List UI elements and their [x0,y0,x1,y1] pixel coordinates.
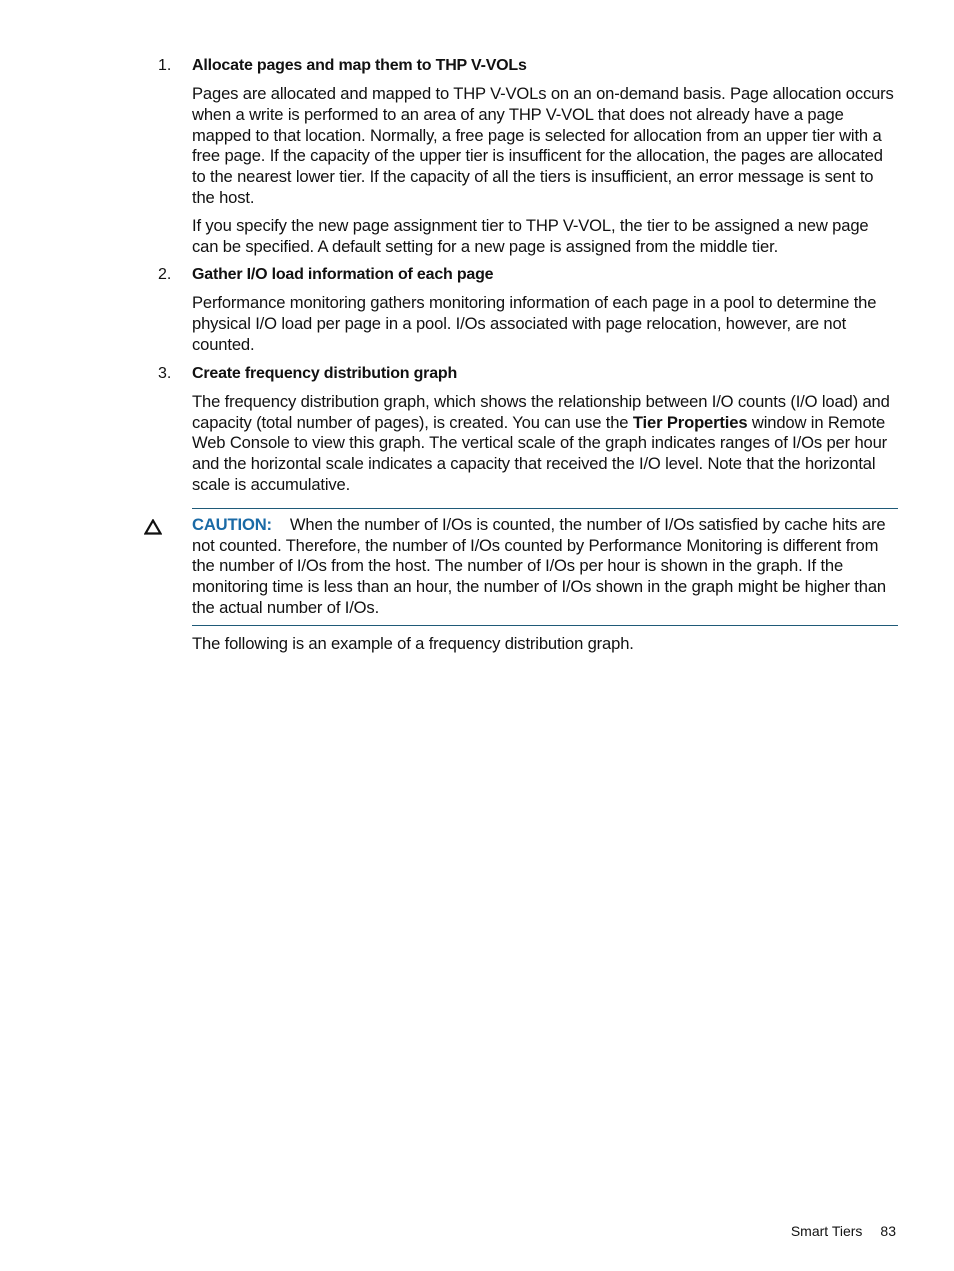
step-title: Create frequency distribution graph [192,364,458,382]
step-number: 1. [158,57,172,74]
caution-label: CAUTION: [192,514,272,534]
step-3 [158,364,898,496]
closing-paragraph: The following is an example of a frequency distribution graph. [192,633,634,653]
page-number: 83 [880,1223,896,1239]
warning-triangle-icon [144,519,162,535]
step-paragraph: Pages are allocated and mapped to THP V-VOLs on an on-demand basis. Page allocation occurs when a write is performed to an area of any THP V-VOL that does not already have a page mapped to that location. Normally, a free page is selected for allocation from an upper tier with a free page. If the capacity of the upper tier is insufficent for the allocation, the pages are allocated to the nearest lower tier. If the capacity of all the tiers is insufficient, an error message is sent to the host. [192,84,894,207]
content-body [158,56,898,662]
caution-text-block [192,515,898,619]
page-footer [791,1222,896,1240]
caution-note [192,508,898,626]
step-paragraph: If you specify the new page assignment tier to THP V-VOL, the tier to be assigned a new page can be specified. A default setting for a new page is assigned from the middle tier. [192,215,869,256]
footer-section-title: Smart Tiers [790,1223,863,1239]
step-paragraph: Performance monitoring gathers monitoring information of each page in a pool to determine the physical I/O load per page in a pool. I/Os associated with page relocation, however, are not counted. [192,293,877,354]
caution-text: When the number of I/Os is counted, the number of I/Os satisfied by cache hits are not counted. Therefore, the number of I/Os counted by Performance Monitoring is different from the number of I/Os from the host. The number of I/Os per hour is shown in the graph. If the monitoring time is less than an hour, the number of I/Os shown in the graph might be higher than the actual number of I/Os. [192,514,887,617]
paragraph-text: The frequency distribution graph, which shows the relationship between I/O counts (I/O load) and capacity (total number of pages), is created. You can use the [192,391,890,432]
paragraph-text: window in Remote Web Console to view this graph. The vertical scale of the graph indicates ranges of I/Os per hour and the horizontal scale indicates a capacity that received the I/O level. Note that the horizontal scale is accumulative. [192,412,888,494]
tier-properties-term: Tier Properties [632,412,748,432]
step-1 [158,56,898,257]
step-title: Allocate pages and map them to THP V-VOLs [192,57,527,74]
step-paragraph [192,392,898,496]
step-number: 2. [158,266,172,284]
step-number: 3. [158,364,172,382]
step-title: Gather I/O load information of each page [192,266,494,284]
step-2 [158,265,898,355]
